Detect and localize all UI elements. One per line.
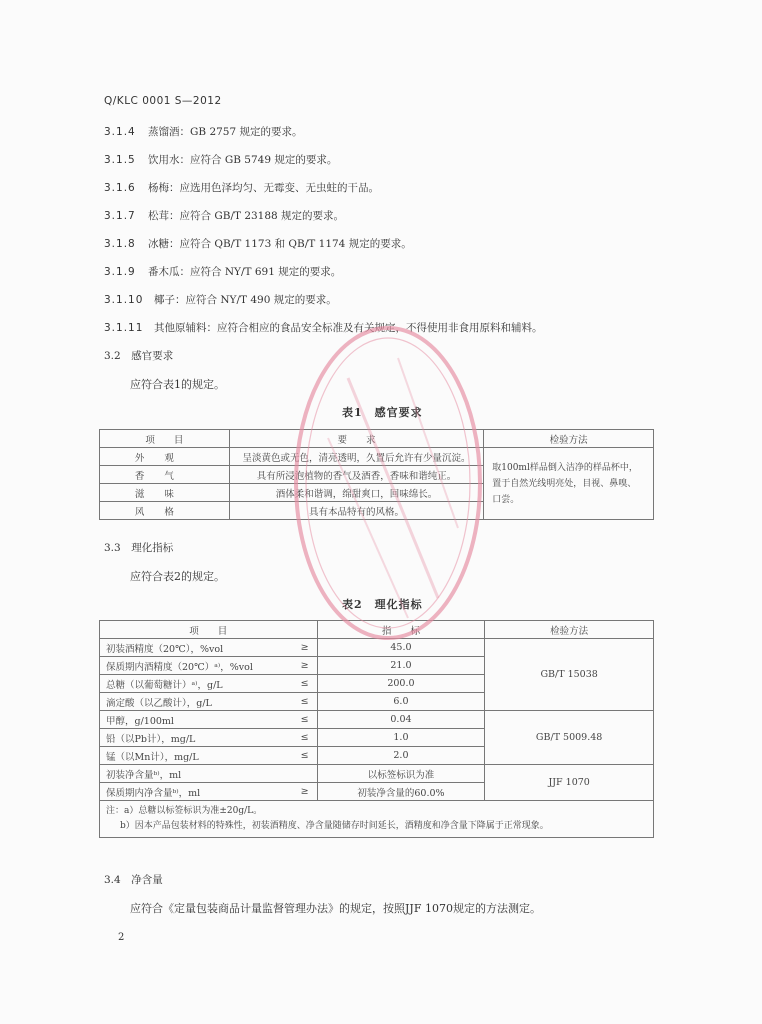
clause-number: 3.1.6: [104, 182, 136, 194]
header-requirement: 要 求: [229, 430, 483, 448]
table-row: [100, 765, 654, 783]
row-item: 初装酒精度（20℃），%vol: [100, 639, 278, 657]
row-item: 锰（以Mn计），mg/L: [100, 747, 278, 765]
row-item: 保质期内净含量ᵇ⁾，ml: [100, 783, 278, 801]
table-header-row: [100, 430, 654, 448]
row-requirement: 呈淡黄色或无色，清亮透明，久置后允许有少量沉淀。: [229, 448, 483, 466]
method-cell: JJF 1070: [485, 765, 654, 801]
table-header-row: [100, 621, 654, 639]
section-heading-3-2: 3.2 感官要求: [104, 350, 174, 362]
section-body-3-3: 应符合表2的规定。: [130, 570, 225, 583]
table-notes-row: [100, 801, 654, 838]
table-row: [100, 448, 654, 466]
table-notes: [100, 801, 654, 838]
row-operator: ≤: [277, 711, 317, 729]
row-value: 200.0: [317, 675, 485, 693]
row-value: 0.04: [317, 711, 485, 729]
clause-3-1-7: [104, 208, 344, 223]
row-value: 初装净含量的60.0%: [317, 783, 485, 801]
clause-text: 其他原辅料：应符合相应的食品安全标准及有关规定，不得使用非食用原料和辅料。: [154, 322, 543, 334]
clause-number: 3.1.9: [104, 266, 136, 278]
clause-text: 杨梅：应选用色泽均匀、无霉变、无虫蛀的干品。: [148, 182, 379, 194]
row-item: 保质期内酒精度（20℃）ᵃ⁾，%vol: [100, 657, 278, 675]
header-method: 检验方法: [485, 621, 654, 639]
clause-number: 3.1.4: [104, 126, 136, 138]
section-heading-3-3: 3.3 理化指标: [104, 542, 174, 554]
clause-number: 3.1.10: [104, 294, 144, 306]
row-item: 滴定酸（以乙酸计），g/L: [100, 693, 278, 711]
header-item: 项 目: [100, 430, 230, 448]
clause-text: 椰子：应符合 NY/T 490 规定的要求。: [154, 294, 337, 306]
row-value: 1.0: [317, 729, 485, 747]
row-item: 甲醇，g/100ml: [100, 711, 278, 729]
table-row: [100, 711, 654, 729]
row-value: 6.0: [317, 693, 485, 711]
clause-3-1-4: [104, 124, 303, 139]
header-index: 指 标: [317, 621, 485, 639]
clause-text: 番木瓜：应符合 NY/T 691 规定的要求。: [148, 266, 342, 278]
clause-text: 饮用水：应符合 GB 5749 规定的要求。: [148, 154, 338, 166]
row-operator: ≤: [277, 693, 317, 711]
row-value: 以标签标识为准: [317, 765, 485, 783]
note-b: b）因本产品包装材料的特殊性，初装酒精度、净含量随储存时间延长，酒精度和净含量下降属于正常现象。: [120, 821, 549, 831]
clause-text: 蒸馏酒：GB 2757 规定的要求。: [148, 126, 303, 138]
row-item: 风格: [100, 502, 230, 520]
table1-caption: 表1 感官要求: [342, 406, 423, 419]
method-cell: GB/T 15038: [485, 639, 654, 711]
row-item: 总糖（以葡萄糖计）ᵃ⁾，g/L: [100, 675, 278, 693]
header-item: 项 目: [100, 621, 318, 639]
row-requirement: 具有所浸泡植物的香气及酒香，香味和谐纯正。: [229, 466, 483, 484]
table2-caption: 表2 理化指标: [342, 598, 423, 611]
clause-3-1-10: [104, 292, 337, 307]
row-item: 香气: [100, 466, 230, 484]
method-cell: 取100ml样品倒入洁净的样品杯中，置于自然光线明亮处，目视、鼻嗅、口尝。: [484, 448, 654, 520]
clause-3-1-11: [104, 320, 543, 335]
note-a: 注：a）总糖以标签标识为准±20g/L。: [106, 806, 263, 816]
document-code: Q/KLC 0001 S—2012: [104, 95, 222, 107]
row-requirement: 酒体柔和谐调，绵甜爽口，回味绵长。: [229, 484, 483, 502]
table-sensory-requirements: [99, 429, 654, 520]
row-operator: ≤: [277, 747, 317, 765]
row-operator: ≥: [277, 783, 317, 801]
row-item: 初装净含量ᵇ⁾，ml: [100, 765, 278, 783]
row-item: 外观: [100, 448, 230, 466]
section-heading-3-4: 3.4 净含量: [104, 874, 163, 886]
clause-3-1-6: [104, 180, 379, 195]
row-operator: ≥: [277, 639, 317, 657]
section-body-3-4: 应符合《定量包装商品计量监督管理办法》的规定，按照JJF 1070规定的方法测定。: [130, 902, 541, 915]
row-requirement: 具有本品特有的风格。: [229, 502, 483, 520]
page-number: 2: [118, 932, 125, 943]
row-operator: ≥: [277, 657, 317, 675]
clause-3-1-5: [104, 152, 337, 167]
table-physicochemical: [99, 620, 654, 838]
row-operator: ≤: [277, 729, 317, 747]
header-method: 检验方法: [484, 430, 654, 448]
clause-text: 冰糖：应符合 QB/T 1173 和 QB/T 1174 规定的要求。: [148, 238, 412, 250]
row-item: 滋味: [100, 484, 230, 502]
row-item: 铅（以Pb计），mg/L: [100, 729, 278, 747]
clause-3-1-9: [104, 264, 341, 279]
row-value: 45.0: [317, 639, 485, 657]
section-body-3-2: 应符合表1的规定。: [130, 378, 225, 391]
clause-text: 松茸：应符合 GB/T 23188 规定的要求。: [148, 210, 345, 222]
table-row: [100, 639, 654, 657]
row-operator: [277, 765, 317, 783]
row-value: 21.0: [317, 657, 485, 675]
clause-number: 3.1.5: [104, 154, 136, 166]
row-operator: ≤: [277, 675, 317, 693]
clause-number: 3.1.7: [104, 210, 136, 222]
clause-3-1-8: [104, 236, 412, 251]
row-value: 2.0: [317, 747, 485, 765]
clause-number: 3.1.8: [104, 238, 136, 250]
clause-number: 3.1.11: [104, 322, 144, 334]
method-cell: GB/T 5009.48: [485, 711, 654, 765]
